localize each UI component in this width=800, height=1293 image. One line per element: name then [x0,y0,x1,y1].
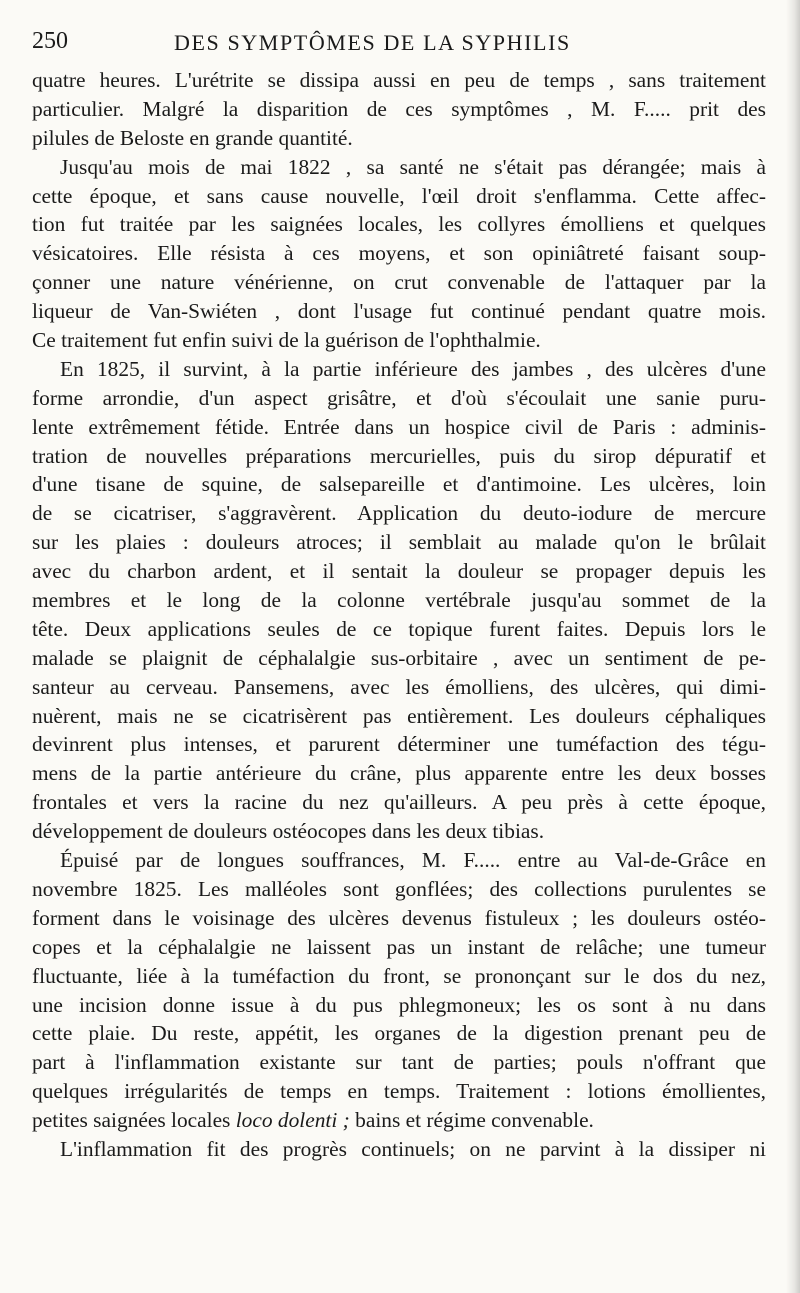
text-line: santeur au cerveau. Pansemens, avec les émolliens, des ulcères, qui dimi- [32,674,766,699]
text-line: En 1825, il survint, à la partie inférieure des jambes , des ulcères d'une [60,356,766,381]
text-line: vésicatoires. Elle résista à ces moyens, et son opiniâtreté faisant soup- [32,241,766,266]
italic-phrase: loco dolenti ; [235,1108,350,1133]
running-head [32,28,772,58]
text-line: pilules de Beloste en grande quantité. [32,125,353,150]
text-line: frontales et vers la racine du nez qu'ailleurs. A peu près à cette époque, [32,790,766,815]
text-line: tête. Deux applications seules de ce topique furent faites. Depuis lors le [32,616,766,641]
text-line: novembre 1825. Les malléoles sont gonflées; des collections purulentes se [32,876,766,901]
text-line: tion fut traitée par les saignées locales, les collyres émolliens et quelques [32,212,766,237]
text-line: devinrent plus intenses, et parurent déterminer une tuméfaction des tégu- [32,732,766,757]
text-line: développement de douleurs ostéocopes dans les deux tibias. [32,819,545,844]
text-line: çonner une nature vénérienne, on crut convenable de l'attaquer par la [32,270,766,295]
text-line: tration de nouvelles préparations mercurielles, puis du sirop dépuratif et [32,443,766,468]
text-line: membres et le long de la colonne vertébrale jusqu'au sommet de la [32,588,766,613]
text-line: copes et la céphalalgie ne laissent pas un instant de relâche; une tumeur [32,934,766,959]
text-line: cette plaie. Du reste, appétit, les organes de la digestion prenant peu de [32,1021,766,1046]
text-line: quatre heures. L'urétrite se dissipa aussi en peu de temps , sans traitement [32,68,766,92]
text-line: cette époque, et sans cause nouvelle, l'œil droit s'enflamma. Cette affec- [32,183,766,208]
text-line: forme arrondie, d'un aspect grisâtre, et d'où s'écoulait une sanie puru- [32,385,766,410]
text-line: malade se plaignit de céphalalgie sus-orbitaire , avec un sentiment de pe- [32,645,766,670]
page-number: 250 [32,28,68,54]
text-segment: petites saignées locales [32,1108,236,1133]
text-line: de se cicatriser, s'aggravèrent. Application du deuto-iodure de mercure [32,501,766,526]
text-line: forment dans le voisinage des ulcères devenus fistuleux ; les douleurs ostéo- [32,905,766,930]
text-segment: bains et régime convenable. [349,1108,594,1133]
text-line: quelques irrégularités de temps en temps. Traitement : lotions émollientes, [32,1079,766,1104]
text-line: lente extrêmement fétide. Entrée dans un hospice civil de Paris : adminis- [32,414,766,439]
text-line: mens de la partie antérieure du crâne, plus apparente entre les deux bosses [32,761,766,786]
text-line: nuèrent, mais ne se cicatrisèrent pas entièrement. Les douleurs céphaliques [32,703,766,728]
text-line [32,1106,766,1135]
body-text [32,66,766,1164]
text-line: particulier. Malgré la disparition de ces symptômes , M. F..... prit des [32,96,766,121]
gutter-shadow [786,0,800,1293]
text-line: Ce traitement fut enfin suivi de la guérison de l'ophthalmie. [32,328,541,353]
text-line: fluctuante, liée à la tuméfaction du front, se prononçant sur le dos du nez, [32,963,766,988]
text-line: une incision donne issue à du pus phlegmoneux; les os sont à nu dans [32,992,766,1017]
text-line: Épuisé par de longues souffrances, M. F..... entre au Val-de-Grâce en [60,848,766,873]
text-line: part à l'inflammation existante sur tant de parties; pouls n'offrant que [32,1050,766,1075]
text-line: L'inflammation fit des progrès continuels; on ne parvint à la dissiper ni [60,1136,766,1161]
text-line: liqueur de Van-Swiéten , dont l'usage fut continué pendant quatre mois. [32,299,766,324]
text-line: sur les plaies : douleurs atroces; il semblait au malade qu'on le brûlait [32,530,766,555]
text-line: avec du charbon ardent, et il sentait la douleur se propager depuis les [32,559,766,584]
running-title: DES SYMPTÔMES DE LA SYPHILIS [174,30,571,55]
text-line: d'une tisane de squine, de salsepareille et d'antimoine. Les ulcères, loin [32,472,766,497]
text-line: Jusqu'au mois de mai 1822 , sa santé ne s'était pas dérangée; mais à [60,154,766,179]
